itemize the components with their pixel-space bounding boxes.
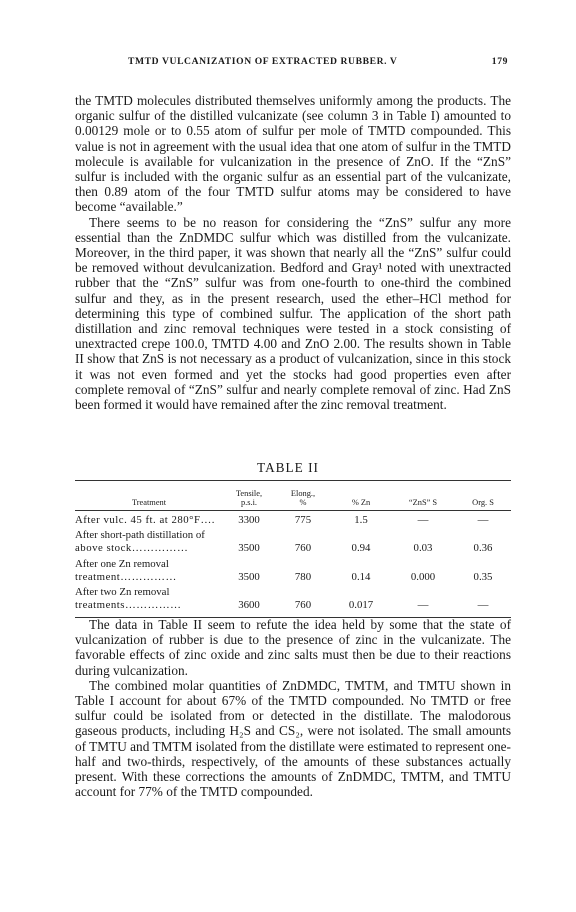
cell-zns: — [417, 514, 429, 526]
cell-elongation: 760 [294, 599, 312, 612]
cell-tensile: 3300 [238, 514, 260, 526]
table-row [75, 557, 511, 585]
running-head [118, 56, 508, 67]
body-text-bottom [75, 617, 511, 799]
table-header [75, 481, 511, 507]
cell-zn: 0.14 [351, 570, 371, 583]
cell-org-s: 0.35 [473, 570, 493, 583]
body-text-top [75, 93, 511, 412]
treatment-line2: After vulc. 45 ft. at 280°F…. [75, 514, 215, 526]
cell-org-s: — [477, 514, 489, 526]
table-title: TABLE II [257, 460, 319, 475]
paragraph: The combined molar quantities of ZnDMDC, TMTM, and TMTU shown in Table I account for about 67% of the TMTD compounded. No TMTD or free sulfur could be isolated from or detected in the distillate. The malodorous gaseous products, including H₂S and CS₂, were not isolated. The small amounts of TMTU and TMTM isolated from the distillate were estimated to represent one-half and two-thirds, respectively, of the amounts of these substances actually present. With these corrections the amounts of ZnDMDC, TMTM, and TMTU account for 77% of the TMTD compounded. [75, 677, 511, 800]
treatment-line1: After one Zn removal [75, 557, 169, 570]
cell-tensile: 3500 [238, 542, 260, 555]
treatment-line2: treatment…………… [75, 570, 177, 583]
cell-org-s: — [477, 599, 489, 612]
cell-zn: 0.94 [351, 542, 371, 555]
cell-treatment [75, 529, 223, 555]
header-tensile [223, 489, 275, 507]
header-zns: “ZnS” S [408, 498, 438, 507]
data-table [75, 480, 511, 618]
treatment-line1: After short-path distillation of [75, 529, 205, 542]
cell-tensile: 3600 [238, 599, 260, 612]
paragraph: There seems to be no reason for considering the “ZnS” sulfur any more essential than the ZnDMDC sulfur which was distilled from the vulcanizate. Moreover, in the third paper, it was shown that nearly all the “ZnS” sulfur could be removed without devulcanization. Bedford and Gray¹ noted with unextracted rubber that the “ZnS” sulfur was from one-fourth to one-third the combined sulfur and they, as in the present research, used the ether–HCl method for determining this type of combined sulfur. The application of the short path distillation and zinc removal techniques were tested in a stock consisting of unextracted crepe 100.0, TMTD 4.00 and ZnO 2.00. The results shown in Table II show that ZnS is not necessary as a product of vulcanization, since in this stock it was not even formed and yet the stocks had good properties even after complete removal of “ZnS” sulfur and nearly complete removal of zinc. Had ZnS been formed it would have remained after the zinc removal treatment. [75, 214, 511, 413]
header-zn: % Zn [351, 498, 371, 507]
cell-elongation: 780 [294, 570, 312, 583]
cell-treatment [75, 558, 223, 584]
header-elong-line1: Elong., [290, 489, 316, 498]
table-body [75, 511, 511, 613]
page-number: 179 [491, 56, 508, 67]
table-row [75, 513, 511, 528]
cell-treatment [75, 586, 223, 612]
cell-elongation: 760 [294, 542, 312, 555]
cell-zn: 1.5 [354, 514, 368, 526]
treatment-line1: After two Zn removal [75, 586, 170, 599]
paragraph: The data in Table II seem to refute the idea held by some that the state of vulcanization of rubber is due to the presence of zinc in the vulcanizate. The favorable effects of zinc oxide and zinc salts must then be due to their reactions during vulcanization. [75, 617, 511, 678]
cell-zns: 0.03 [413, 542, 433, 555]
table-row [75, 528, 511, 556]
paragraph: the TMTD molecules distributed themselves uniformly among the products. The organic sulfur of the distilled vulcanizate (see column 3 in Table I) amounted to 0.00129 mole or to 0.55 atom of sulfur per mole of TMTD compounded. This value is not in agreement with the usual idea that one atom of sulfur in the TMTD molecule is available for vulcanization in the presence of ZnO. If the “ZnS” sulfur is included with the organic sulfur as an essential part of the vulcanizate, then 0.89 atom of the four TMTD sulfur atoms may be considered to have become “available.” [75, 93, 511, 215]
cell-zn: 0.017 [348, 599, 374, 612]
treatment-line2: treatments…………… [75, 599, 182, 612]
table-row [75, 585, 511, 613]
header-tensile-line2: p.s.i. [240, 498, 258, 507]
header-org-s: Org. S [472, 498, 494, 507]
cell-org-s: 0.36 [473, 542, 493, 555]
cell-tensile: 3500 [238, 570, 260, 583]
header-elongation [275, 489, 331, 507]
treatment-line2: above stock…………… [75, 542, 189, 555]
cell-zns: 0.000 [410, 570, 436, 583]
header-tensile-line1: Tensile, [235, 489, 263, 498]
cell-treatment [75, 514, 223, 527]
running-title: TMTD VULCANIZATION OF EXTRACTED RUBBER. V [128, 56, 398, 67]
header-elong-line2: % [299, 498, 307, 507]
cell-elongation: 775 [294, 514, 312, 526]
header-treatment: Treatment [131, 498, 167, 507]
cell-zns: — [417, 599, 429, 612]
